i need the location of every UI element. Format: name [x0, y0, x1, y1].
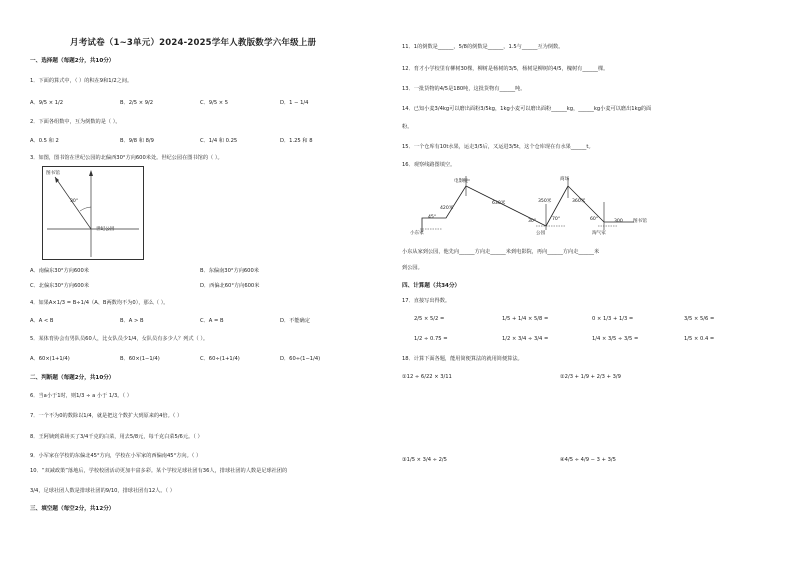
q4-option-c: C．A = B: [200, 318, 224, 324]
q3-option-c: C．北偏东30°方向600米: [30, 283, 90, 289]
section-calc-header: 四、计算题（共34分）: [402, 283, 461, 289]
right-column: [402, 0, 774, 562]
question-10-line-1: 10．“双减政策”落地后，学校校团活动更加丰富多彩。某个学校足球社团有36人，排球社团的人数是足球社团的: [30, 468, 288, 474]
q2-option-b: B．9/8 和 8/9: [120, 138, 154, 144]
section-fill-header: 三、填空题（每空2分，共12分）: [30, 506, 115, 512]
q17-item-6: 1/2 × 3/4 ÷ 3/4 =: [502, 336, 549, 342]
route-park-label: 公园: [536, 231, 546, 236]
direction-map-figure: [42, 166, 144, 260]
question-18: 18．计算下面各题，能用简便算法的就用简便算法。: [402, 356, 523, 362]
question-14-line-2: 粉。: [402, 124, 413, 130]
q2-option-a: A．0.5 和 2: [30, 138, 59, 144]
question-16-fill-line-1: 小东从家到公园，他先向______方向走______米到电影院，再向______方向走______米: [402, 249, 600, 255]
question-17: 17．直接写出得数。: [402, 298, 451, 304]
route-angle-30: 30°: [528, 219, 537, 224]
route-distance-300: 300: [614, 219, 623, 224]
route-angle-70: 70°: [552, 217, 561, 222]
q17-item-1: 2/5 × 5/2 =: [414, 316, 445, 322]
question-6: 6．当a小于1时，则1/3 ÷ a 小于 1/3。（ ）: [30, 393, 132, 399]
question-9: 9．小军家在学校的东偏北45°方向，学校在小军家的西偏南45°方向。（ ）: [30, 453, 202, 459]
map-park-label: 世纪公园: [96, 227, 115, 232]
question-10-line-2: 3/4，足球社团人数是排球社团的9/10，排球社团有12人。（ ）: [30, 488, 175, 494]
route-taoqi-label: 淘气家: [592, 231, 606, 236]
route-distance-420: 420米: [440, 206, 454, 211]
question-5: 5．某体育协会有男队员60人，比女队员少1/4，女队员有多少人？列式（ ）。: [30, 336, 209, 342]
route-distance-630: 630米: [492, 201, 506, 206]
q1-option-b: B．2/5 × 9/2: [120, 100, 154, 106]
route-distance-350: 350米: [538, 199, 552, 204]
route-angle-60: 60°: [590, 217, 599, 222]
route-library-label: 图书馆: [633, 219, 647, 224]
q17-item-7: 1/4 × 3/5 ÷ 3/5 =: [592, 336, 639, 342]
q5-option-b: B．60×(1−1/4): [120, 356, 160, 362]
question-4: 4．如果A×1/3 = B÷1/4（A、B两数均不为0），那么（ ）。: [30, 300, 169, 306]
q17-item-5: 1/2 ÷ 0.75 =: [414, 336, 448, 342]
section-judge-header: 二、判断题（每题2分，共10分）: [30, 375, 115, 381]
q5-option-c: C．60÷(1+1/4): [200, 356, 240, 362]
q1-option-d: D．1 − 1/4: [280, 100, 309, 106]
q3-option-d: D．西偏北60°方向600米: [200, 283, 260, 289]
q17-item-2: 1/5 + 1/4 × 5/8 =: [502, 316, 549, 322]
question-16-fill-line-2: 到公园。: [402, 265, 423, 271]
q1-option-a: A．9/5 × 1/2: [30, 100, 64, 106]
q4-option-b: B．A > B: [120, 318, 144, 324]
q18-item-3: ③1/5 × 3/4 ÷ 2/5: [402, 457, 447, 463]
question-13: 13．一批货物的4/5是180吨，这批货物有______吨。: [402, 86, 526, 92]
direction-map-svg: [43, 167, 143, 259]
question-1: 1．下面的算式中，（ ）的积在9和1/2之间。: [30, 78, 133, 84]
question-2: 2．下面各组数中，互为倒数的是（ ）。: [30, 119, 121, 125]
question-11: 11．1的倒数是______，5/8的倒数是______，1.5与______互为倒数。: [402, 44, 564, 50]
map-angle-label: 30°: [70, 199, 79, 204]
q18-item-1: ①12 ÷ 6/22 × 3/11: [402, 374, 452, 380]
question-3: 3．如图，图书馆在世纪公园的北偏西30°方向600米处。世纪公园在图书馆的（ ）。: [30, 155, 223, 161]
question-14-line-1: 14．已知小麦3/4kg可以磨出面粉3/5kg，1kg小麦可以磨出面粉______kg，______kg小麦可以磨出1kg的面: [402, 106, 652, 112]
north-arrow: [89, 170, 93, 176]
q4-option-a: A．A < B: [30, 318, 54, 324]
q2-option-d: D．1.25 和 8: [280, 138, 313, 144]
q5-option-d: D．60÷(1−1/4): [280, 356, 321, 362]
q1-option-c: C．9/5 × 5: [200, 100, 229, 106]
map-library-label: 图书馆: [46, 171, 60, 176]
question-7: 7．一个不为0的数除以1/4，就是把这个数扩大到原来的4倍。（ ）: [30, 413, 183, 419]
q18-item-4: ④4/5 ÷ 4/9 − 3 + 3/5: [560, 457, 616, 463]
question-12: 12．育才小学校里有柳树30棵，柳树是杨树的3/5，杨树是柳树的4/5，槐树有______棵。: [402, 66, 609, 72]
question-15: 15．一个仓库有10t水果，运走3/5后，又运进3/5t，这个仓库现在有水果______t。: [402, 144, 594, 150]
q2-option-c: C．1/4 和 0.25: [200, 138, 238, 144]
route-angle-45: 45°: [428, 215, 437, 220]
q5-option-a: A．60×(1+1/4): [30, 356, 70, 362]
route-mall-label: 商场: [560, 177, 570, 182]
section-choice-header: 一、选择题（每题2分，共10分）: [30, 58, 115, 64]
q3-option-a: A．南偏东30°方向600米: [30, 268, 89, 274]
q18-item-2: ②2/3 + 1/9 + 2/3 + 3/9: [560, 374, 621, 380]
route-cinema-label: 电影院: [454, 179, 468, 184]
q4-option-d: D．不能确定: [280, 318, 310, 324]
q17-item-8: 1/5 × 0.4 =: [684, 336, 715, 342]
question-16: 16．观察线路图填空。: [402, 162, 456, 168]
q3-option-b: B．东偏南30°方向600米: [200, 268, 259, 274]
route-xiaodong-label: 小东家: [410, 231, 424, 236]
left-column: [30, 0, 390, 562]
q17-item-4: 3/5 × 5/6 =: [684, 316, 715, 322]
route-distance-360: 360米: [572, 199, 586, 204]
q17-item-3: 0 × 1/3 + 1/3 =: [592, 316, 634, 322]
page-title: 月考试卷（1~3单元）2024-2025学年人教版数学六年级上册: [70, 38, 317, 48]
question-8: 8．王阿姨到菜场买了3/4千克的白菜，用去5/8元，每千克白菜5/6元。（ ）: [30, 434, 203, 440]
angle-arc: [80, 207, 91, 211]
